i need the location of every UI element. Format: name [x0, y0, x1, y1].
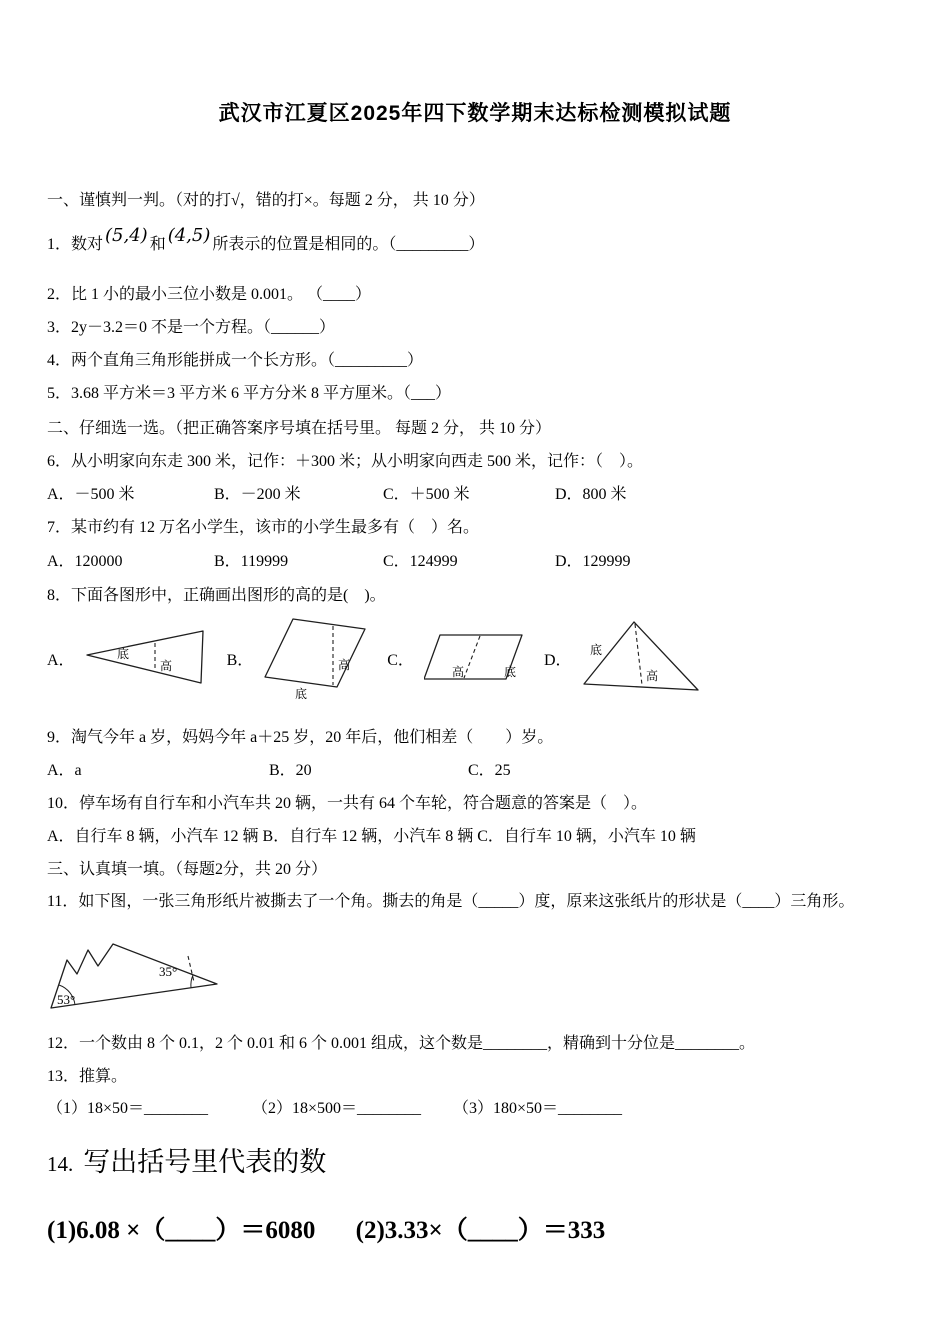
q14-heading-text: 写出括号里代表的数: [83, 1147, 327, 1177]
question-14: [47, 1145, 903, 1181]
q6-option-c: C．＋500 米: [383, 486, 470, 503]
question-8: 8．下面各图形中，正确画出图形的高的是( )。: [47, 587, 386, 604]
figure-b-base-label: 底: [295, 687, 308, 699]
q1-text-mid: 和: [149, 236, 166, 253]
section-2-header: 二、仔细选一选。（把正确答案序号填在括号里。 每题 2 分， 共 10 分）: [47, 420, 552, 437]
q9-option-b: B．20: [269, 762, 312, 779]
question-13-items: [47, 1099, 903, 1119]
question-6-options: [47, 485, 903, 505]
torn-triangle-figure: [41, 920, 226, 1012]
question-3: 3．2y－3.2＝0 不是一个方程。（______）: [47, 319, 336, 336]
question-7-options: [47, 552, 903, 572]
question-1: [47, 224, 903, 257]
question-7: 7．某市约有 12 万名小学生，该市的小学生最多有（ ）名。: [47, 519, 480, 536]
question-10-options: A．自行车 8 辆，小汽车 12 辆 B．自行车 12 辆，小汽车 8 辆 C．自行车 10 辆，小汽车 10 辆: [47, 828, 696, 845]
q1-coordinate-pair-1: (5,4): [105, 225, 148, 246]
section-1-header: 一、谨慎判一判。（对的打√，错的打×。每题 2 分， 共 10 分）: [47, 192, 485, 209]
figure-option-a: [47, 629, 207, 687]
figure-c-letter: C．: [387, 651, 414, 669]
figure-a-triangle: [85, 629, 207, 687]
q7-option-d: D．129999: [555, 553, 631, 570]
question-4: 4．两个直角三角形能拼成一个长方形。（_________）: [47, 352, 424, 369]
q7-option-b: B．119999: [214, 553, 289, 570]
question-8-figures: [47, 610, 903, 706]
question-13: 13．推算。: [47, 1068, 128, 1085]
q14-number: 14.: [47, 1152, 74, 1176]
figure-c-base-label: 底: [503, 665, 516, 679]
q13-item-3: （3）180×50＝________: [453, 1100, 623, 1117]
figure-b-parallelogram: [263, 617, 367, 699]
figure-option-c: [387, 629, 524, 687]
q14-item-2: (2)3.33×（____）＝333: [355, 1217, 606, 1244]
question-2: 2．比 1 小的最小三位小数是 0.001。 （____）: [47, 286, 372, 303]
question-9: 9．淘气今年 a 岁，妈妈今年 a＋25 岁，20 年后，他们相差（ ）岁。: [47, 729, 554, 746]
q7-option-a: A．120000: [47, 553, 123, 570]
section-3-header: 三、认真填一填。（每题2分，共 20 分）: [47, 861, 328, 878]
question-10: 10．停车场有自行车和小汽车共 20 辆，一共有 64 个车轮，符合题意的答案是（ ）。: [47, 795, 648, 812]
q6-option-d: D．800 米: [555, 486, 627, 503]
figure-d-height-label: 高: [645, 669, 658, 683]
question-14-items: [47, 1215, 903, 1247]
page-title: 武汉市江夏区2025年四下数学期末达标检测模拟试题: [218, 102, 732, 125]
q7-option-c: C．124999: [383, 553, 458, 570]
question-6: 6．从小明家向东走 300 米，记作：＋300 米；从小明家向西走 500 米，记作：（ ）。: [47, 453, 644, 470]
figure-d-letter: D．: [543, 651, 572, 669]
figure-c-parallelogram: [424, 629, 524, 687]
question-12: 12．一个数由 8 个 0.1，2 个 0.01 和 6 个 0.001 组成，这个数是________，精确到十分位是________。: [47, 1035, 756, 1052]
figure-option-d: [544, 620, 700, 696]
q6-option-a: A．－500 米: [47, 486, 135, 503]
figure-c-height-label: 高: [451, 665, 464, 679]
q1-coordinate-pair-2: (4,5): [167, 225, 211, 246]
q13-item-1: （1）18×50＝________: [47, 1100, 209, 1117]
figure-a-letter: A．: [47, 651, 75, 669]
question-11: 11．如下图，一张三角形纸片被撕去了一个角。撕去的角是（_____）度，原来这张纸片的形状是（____）三角形。: [47, 893, 855, 910]
q9-option-c: C．25: [468, 762, 511, 779]
q1-text-pre: 1．数对: [47, 236, 104, 253]
figure-b-height-label: 高: [338, 658, 351, 672]
question-9-options: [47, 761, 903, 781]
q14-item-1: (1)6.08 ×（____）＝6080: [47, 1217, 316, 1244]
figure-option-b: [227, 617, 368, 699]
q1-text-post: 所表示的位置是相同的。（_________）: [212, 236, 485, 253]
angle-53-label: 53°: [57, 992, 76, 1007]
angle-35-label: 35°: [159, 964, 178, 979]
figure-a-height-label: 高: [159, 659, 172, 673]
figure-b-letter: B．: [226, 651, 254, 669]
question-5: 5．3.68 平方米＝3 平方米 6 平方分米 8 平方厘米。（___）: [47, 385, 452, 402]
q13-item-2: （2）18×500＝________: [252, 1100, 422, 1117]
q6-option-b: B．－200 米: [214, 486, 301, 503]
figure-d-triangle: [582, 620, 700, 696]
q9-option-a: A．a: [47, 762, 82, 779]
figure-d-base-label: 底: [589, 643, 602, 657]
figure-a-base-label: 底: [116, 647, 129, 661]
